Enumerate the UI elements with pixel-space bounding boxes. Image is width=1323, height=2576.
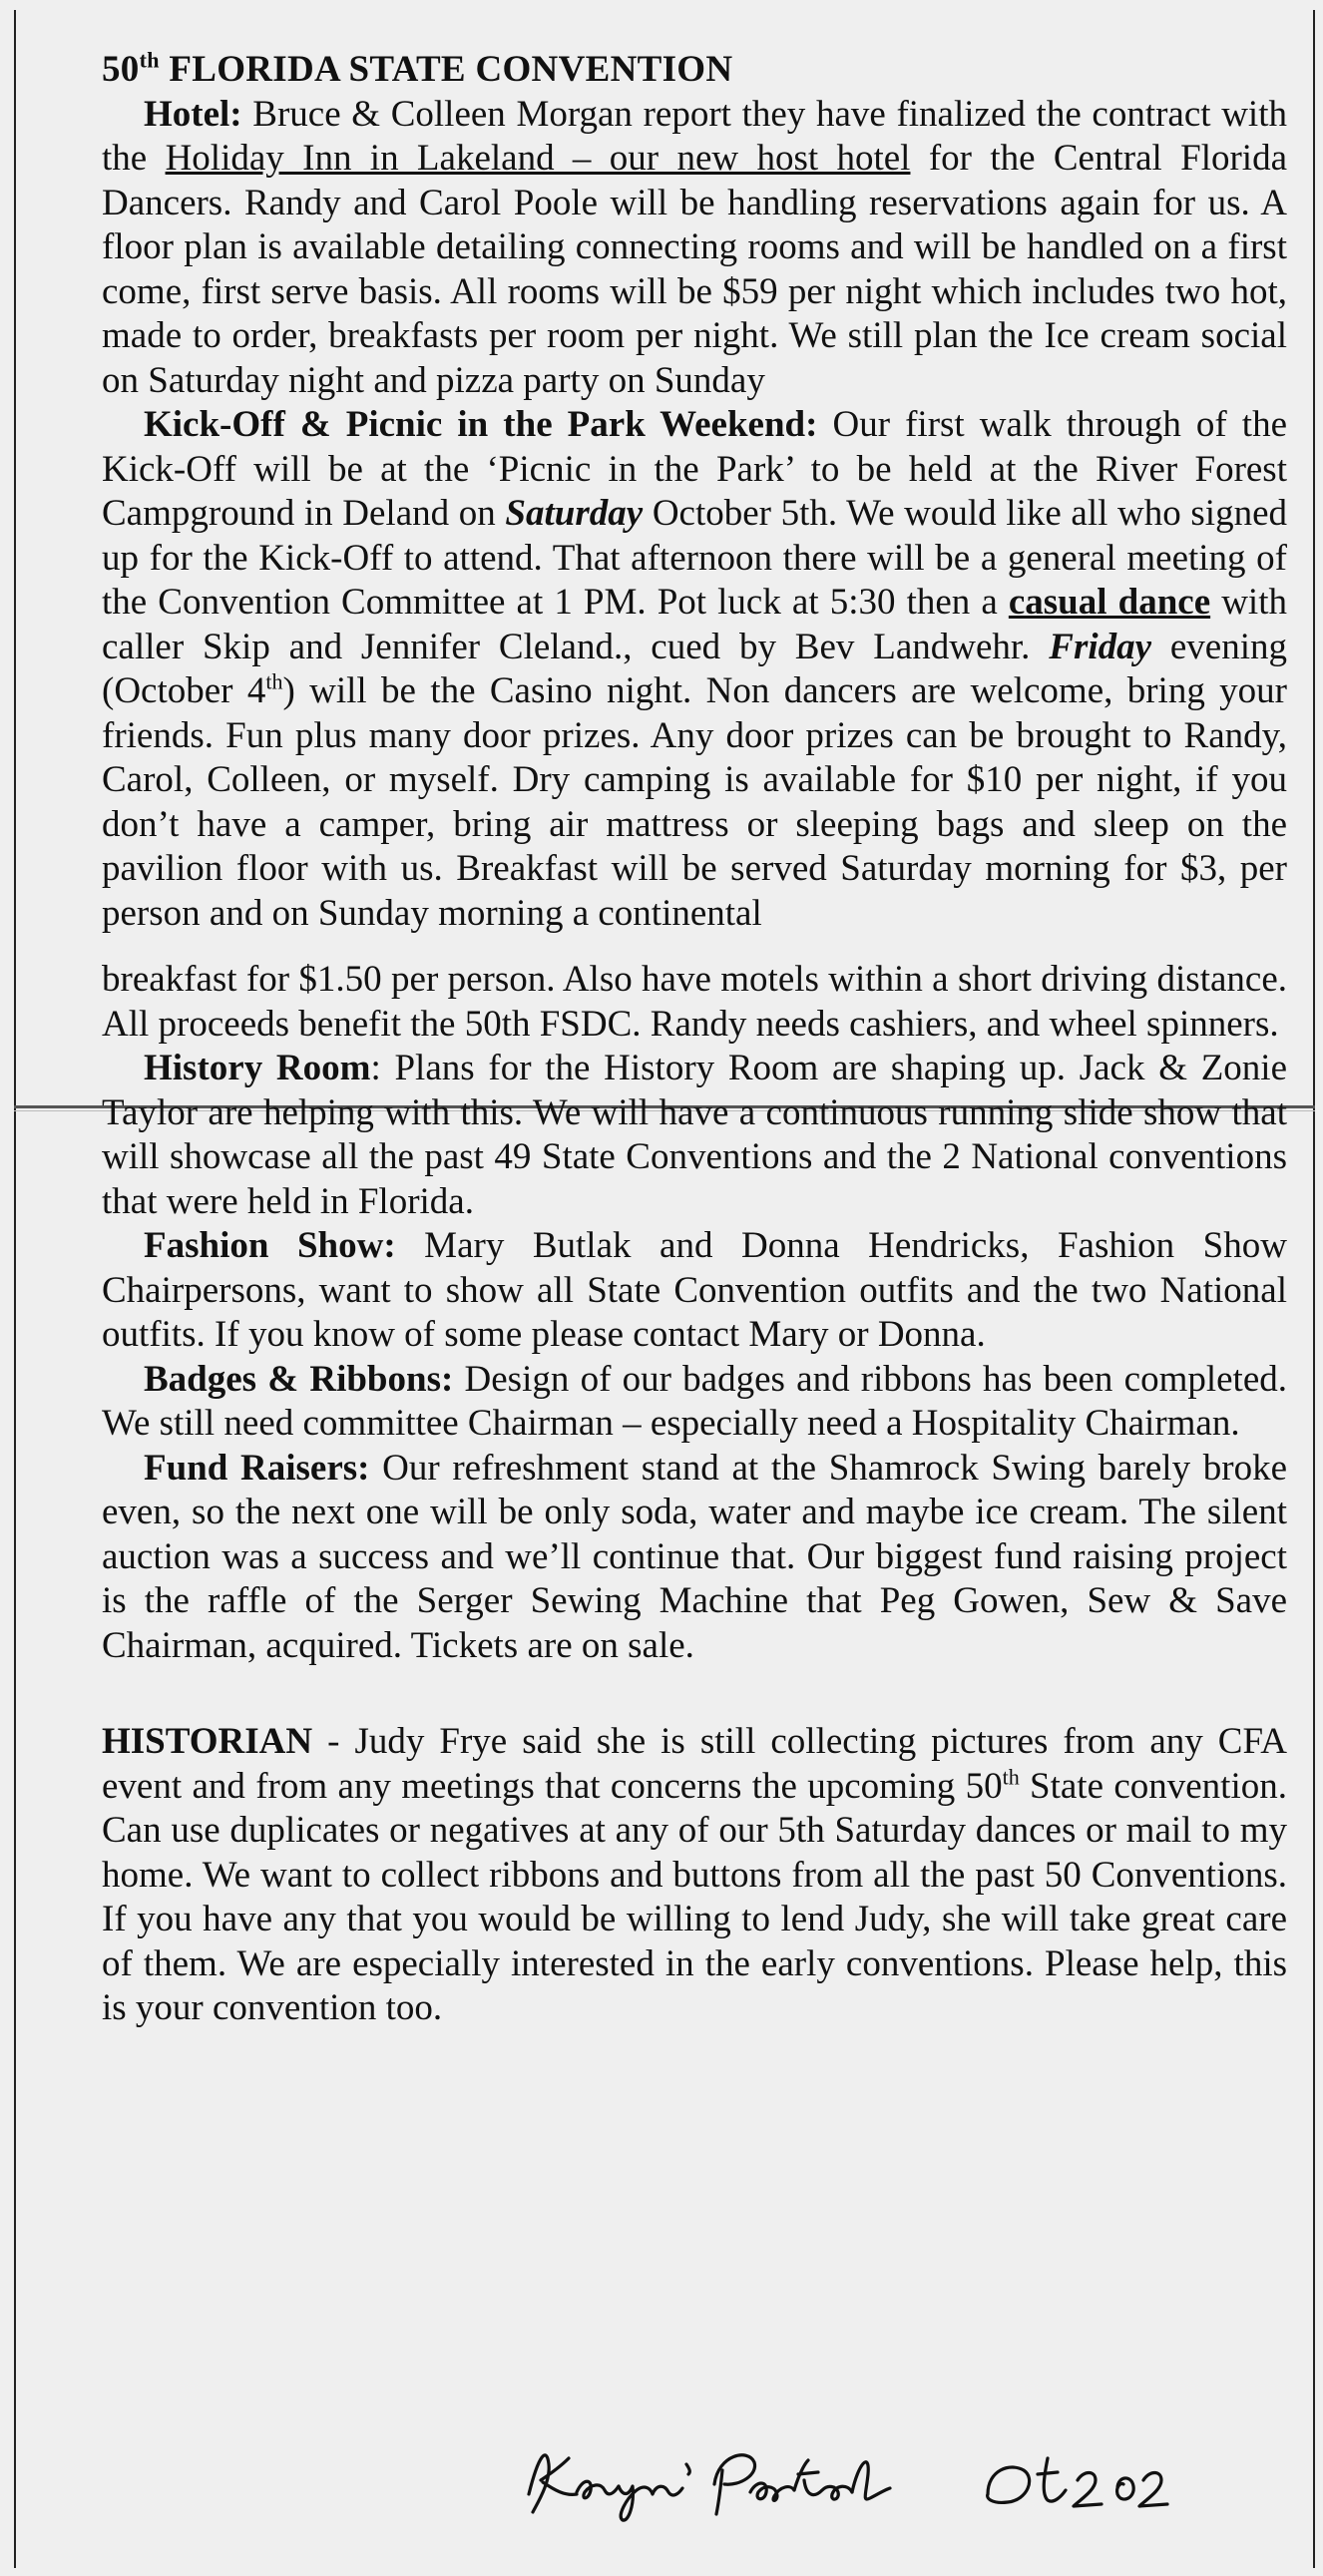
casual-dance-emphasis: casual dance bbox=[1008, 582, 1211, 623]
host-hotel-underlined: Holiday Inn in Lakeland – our new host hotel bbox=[165, 138, 911, 179]
handwritten-signature bbox=[519, 2434, 1197, 2524]
fund-raisers-paragraph: Fund Raisers: Our refreshment stand at the Shamrock Swing barely broke even, so the next one will be only soda, water and maybe ice cream. The silent auction was a success and we’ll continue that. Our biggest fund raising project is the raffle of the Serger Sewing Machine that Peg Gowen, Sew & Save Chairman, acquired. Tickets are on sale. bbox=[102, 1447, 1287, 1666]
badges-paragraph: Badges & Ribbons: Design of our badges and ribbons has been completed. We still need committee Chairman – especially need a Hospitality Chairman. bbox=[102, 1358, 1287, 1444]
kickoff-heading: Kick-Off & Picnic in the Park Weekend: bbox=[144, 404, 818, 445]
friday-emphasis: Friday bbox=[1049, 626, 1152, 667]
kickoff-paragraph: Kick-Off & Picnic in the Park Weekend: Our first walk through of the Kick-Off will be at the ‘Picnic in the Park’ to be held at the River Forest Campground in Deland on Saturday October 5th. We would like all who signed up for the Kick-Off to attend. That afternoon there will be a general meeting of the Convention Committee at 1 PM. Pot luck at 5:30 then a casual dance with caller Skip and Jennifer Cleland., cued by Bev Landwehr. Friday evening (October 4th) will be the Casino night. Non dancers are welcome, bring your friends. Fun plus many door prizes. Any door prizes can be brought to Randy, Carol, Colleen, or myself. Dry camping is available for $10 per night, if you don’t have a camper, bring air mattress or sleeping bags and sleep on the pavilion floor with us. Breakfast will be served Saturday morning for $3, per person and on Sunday morning a continental bbox=[102, 404, 1288, 934]
fashion-show-heading: Fashion Show: bbox=[144, 1225, 396, 1266]
fund-raisers-heading: Fund Raisers: bbox=[144, 1447, 370, 1489]
hotel-heading: Hotel: bbox=[144, 93, 242, 135]
history-room-heading: History Room bbox=[144, 1048, 371, 1088]
kickoff-paragraph-continued: breakfast for $1.50 per person. Also have motels within a short driving distance. All proceeds benefit the 50th FSDC. Randy needs cashiers, and wheel spinners. bbox=[102, 959, 1287, 1045]
saturday-emphasis: Saturday bbox=[505, 493, 644, 534]
article bbox=[102, 48, 1287, 2031]
badges-heading: Badges & Ribbons: bbox=[144, 1358, 454, 1400]
history-room-paragraph: History Room: Plans for the History Room are shaping up. Jack & Zonie Taylor are helping with this. We will have a continuous running slide show that will showcase all the past 49 State Conventions and the 2 National conventions that were held in Florida. bbox=[102, 1048, 1287, 1222]
article-title: 50th FLORIDA STATE CONVENTION bbox=[102, 47, 733, 90]
historian-heading: HISTORIAN bbox=[102, 1721, 313, 1762]
fashion-show-paragraph: Fashion Show: Mary Butlak and Donna Hendricks, Fashion Show Chairpersons, want to show all State Convention outfits and the two National outfits. If you know of some please contact Mary or Donna. bbox=[102, 1225, 1287, 1355]
historian-paragraph: HISTORIAN - Judy Frye said she is still collecting pictures from any CFA event and from any meetings that concerns the upcoming 50th State convention. Can use duplicates or negatives at any of our 5th Saturday dances or mail to my home. We want to collect ribbons and buttons from all the past 50 Conventions. If you have any that you would be willing to lend Judy, she will take great care of them. We are especially interested in the early conventions. Please help, this is your convention too. bbox=[102, 1721, 1287, 2028]
hotel-paragraph: Hotel: Bruce & Colleen Morgan report they have finalized the contract with the Holiday Inn in Lakeland – our new host hotel for the Central Florida Dancers. Randy and Carol Poole will be handling reservations again for us. A floor plan is available detailing connecting rooms and will be handled on a first come, first serve basis. All rooms will be $59 per night which includes two hot, made to order, breakfasts per room per night. We still plan the Ice cream social on Saturday night and pizza party on Sunday bbox=[102, 93, 1288, 401]
